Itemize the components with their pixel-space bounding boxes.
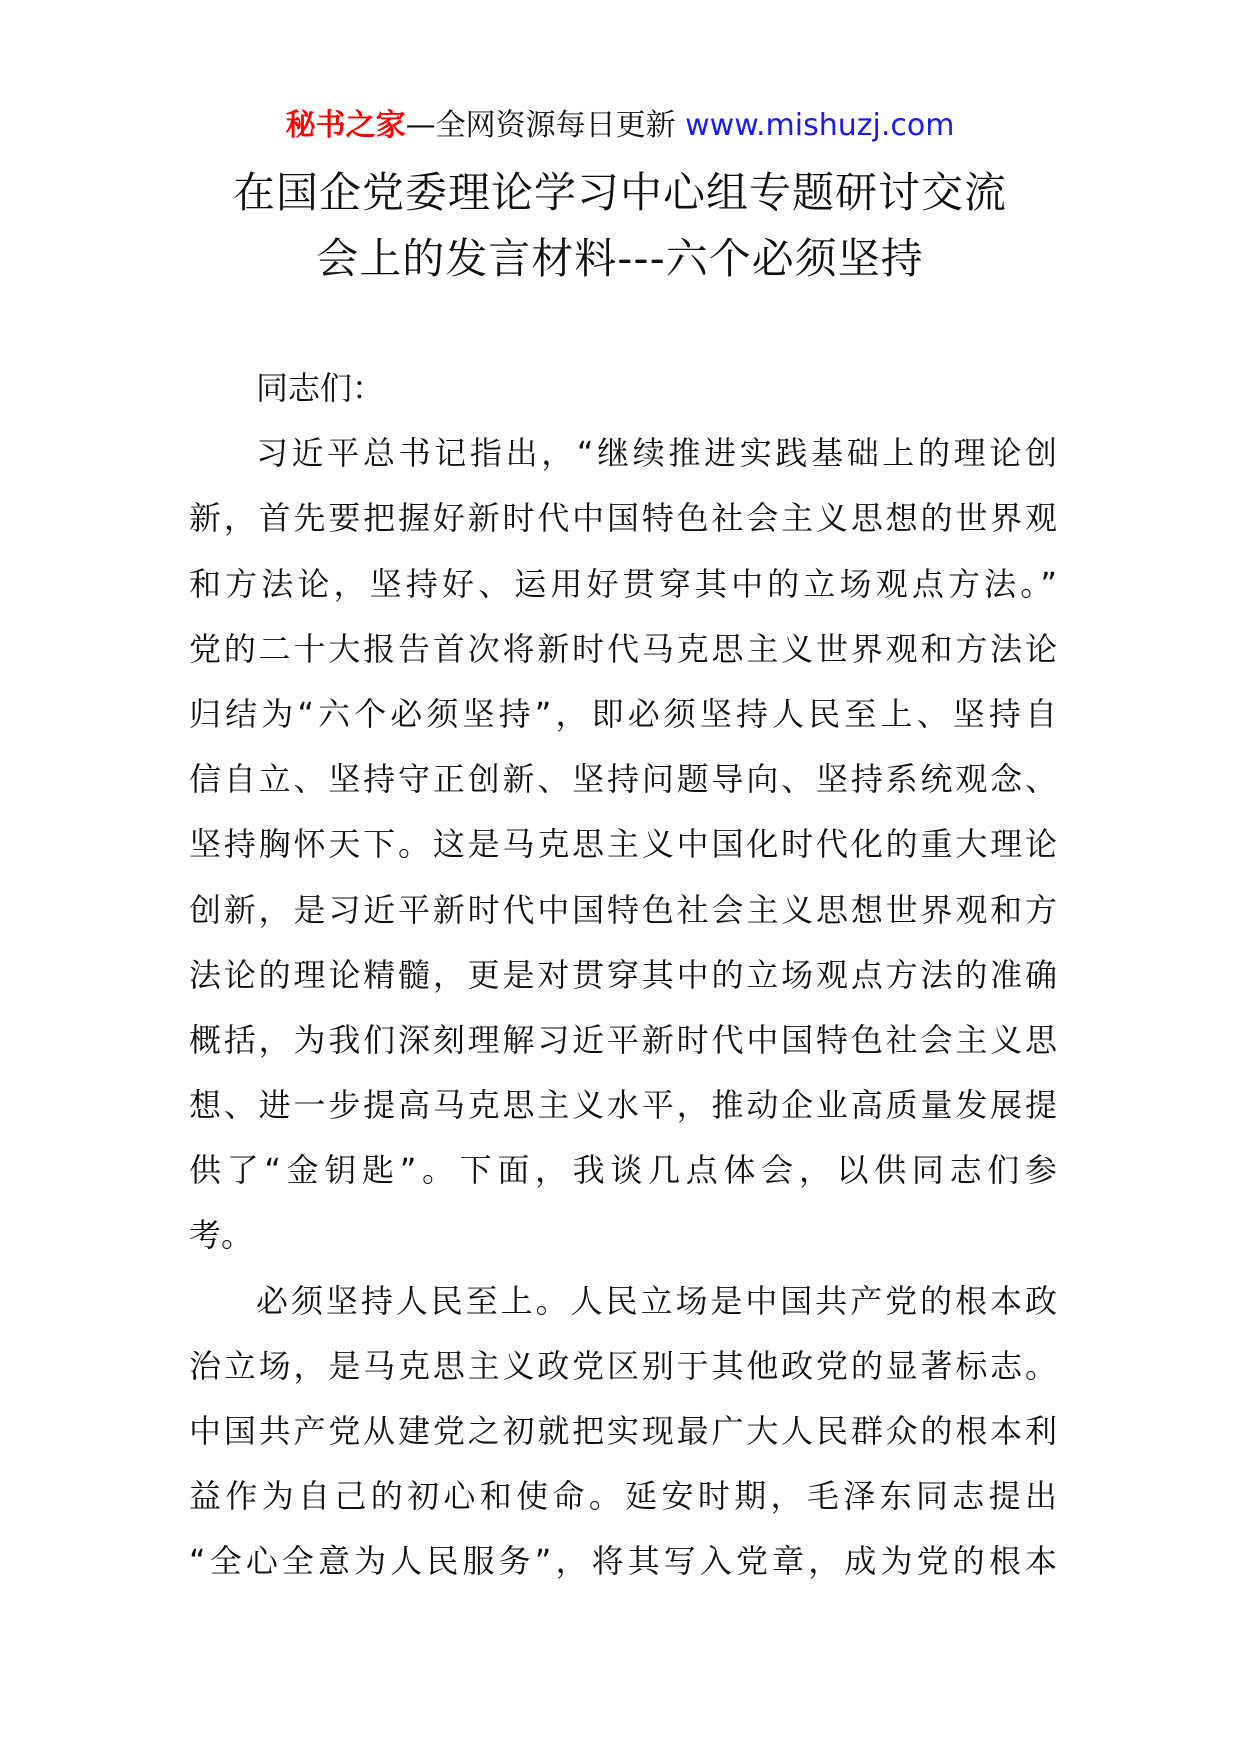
text-line: 考。 [189,1216,254,1255]
text-line: 同志们： [256,369,385,407]
text-line: 想、进一步提高马克思主义水平，推动企业高质量发展提 [189,1086,1057,1125]
site-header [0,106,1240,146]
text-line: 概括，为我们深刻理解习近平新时代中国特色社会主义思 [189,1020,1057,1059]
text-line: 益作为自己的初心和使命。延安时期，毛泽东同志提出 [189,1477,1057,1516]
paragraph-salutation [189,356,1057,421]
text-line: 习近平总书记指出，“继续推进实践基础上的理论创 [256,434,1057,473]
header-tagline: —全网资源每日更新 [405,108,676,143]
text-line: 创新，是习近平新时代中国特色社会主义思想世界观和方 [189,890,1057,929]
text-line: “全心全意为人民服务”，将其写入党章，成为党的根本 [189,1542,1057,1581]
text-line: 新，首先要把握好新时代中国特色社会主义思想的世界观 [189,499,1057,538]
text-line: 供了“金钥匙”。下面，我谈几点体会，以供同志们参 [189,1151,1057,1190]
site-url: www.mishuzj.com [685,108,955,143]
text-line: 坚持胸怀天下。这是马克思主义中国化时代化的重大理论 [189,825,1057,864]
title-line: 在国企党委理论学习中心组专题研讨交流 [232,168,1007,217]
paragraph-intro [189,421,1057,1268]
paragraph-people-first [189,1269,1057,1595]
text-line: 法论的理论精髓，更是对贯穿其中的立场观点方法的准确 [189,955,1057,994]
document-title [0,160,1240,292]
text-line: 中国共产党从建党之初就把实现最广大人民群众的根本利 [189,1412,1057,1450]
text-line: 党的二十大报告首次将新时代马克思主义世界观和方法论 [189,629,1057,668]
text-line: 治立场，是马克思主义政党区别于其他政党的显著标志。 [189,1346,1057,1385]
text-line: 信自立、坚持守正创新、坚持问题导向、坚持系统观念、 [189,760,1057,799]
brand-name: 秘书之家 [285,108,406,143]
text-line: 归结为“六个必须坚持”，即必须坚持人民至上、坚持自 [189,694,1057,733]
text-line: 和方法论，坚持好、运用好贯穿其中的立场观点方法。” [189,564,1057,603]
document-body [189,356,1057,1595]
title-line: 会上的发言材料---六个必须坚持 [316,234,924,283]
text-line: 必须坚持人民至上。人民立场是中国共产党的根本政 [256,1281,1057,1320]
